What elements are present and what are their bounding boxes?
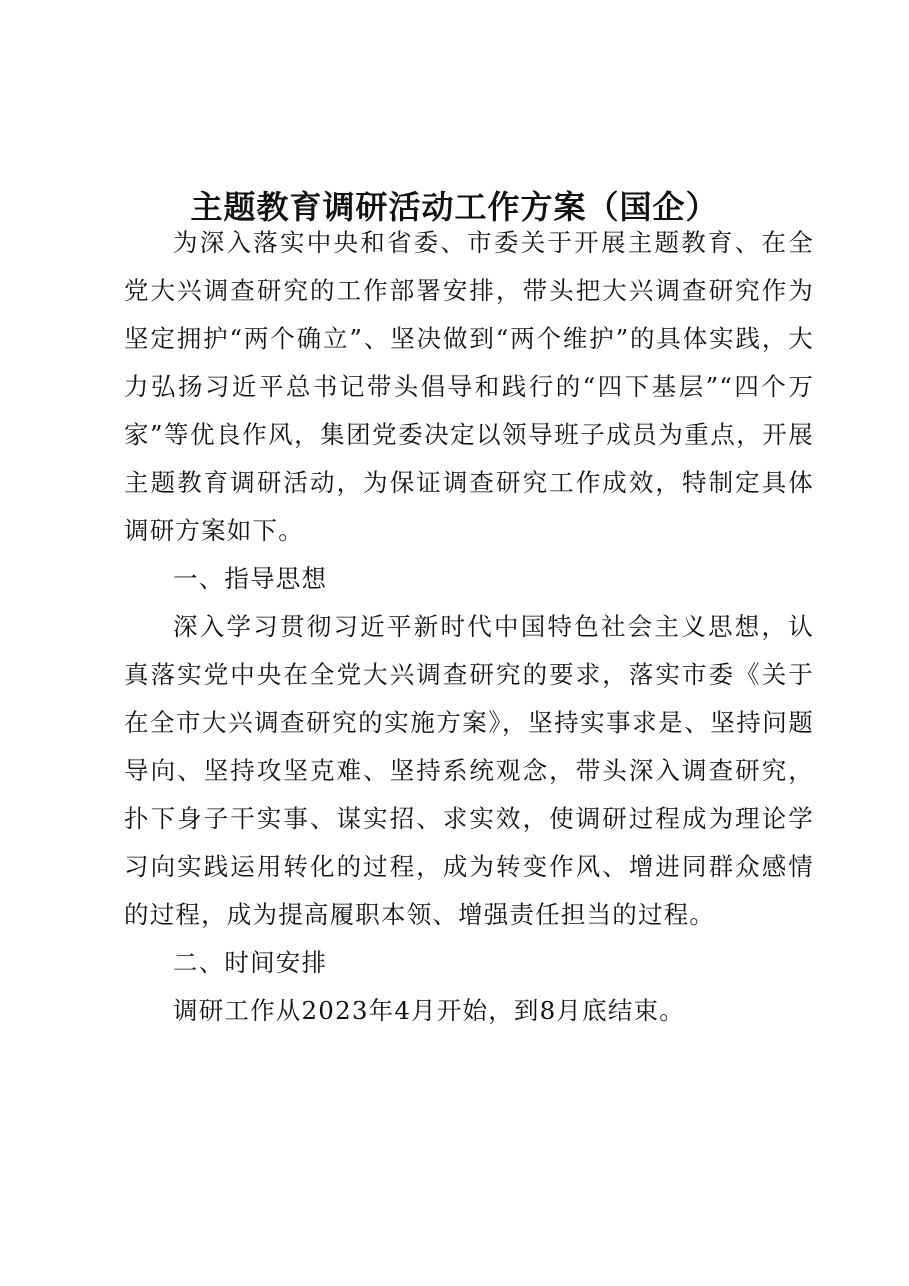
section-heading-schedule: 二、时间安排	[173, 948, 328, 977]
guiding-ideology-paragraph: 深入学习贯彻习近平新时代中国特色社会主义思想，认真落实党中央在全党大兴调查研究的要求，落实市委《关于在全市大兴调查研究的实施方案》，坚持实事求是、坚持问题导向、坚持攻坚克难、坚持系统观念，带头深入调查研究，扑下身子干实事、谋实招、求实效，使调研过程成为理论学习向实践运用转化的过程，成为转变作风、增进同群众感情的过程，成为提高履职本领、增强责任担当的过程。	[124, 612, 814, 929]
document-title: 主题教育调研活动工作方案（国企）	[190, 188, 719, 227]
intro-paragraph: 为深入落实中央和省委、市委关于开展主题教育、在全党大兴调查研究的工作部署安排，带头把大兴调查研究作为坚定拥护“两个确立”、坚决做到“两个维护”的具体实践，大力弘扬习近平总书记带头倡导和践行的“四下基层”“四个万家”等优良作风，集团党委决定以领导班子成员为重点，开展主题教育调研活动，为保证调查研究工作成效，特制定具体调研方案如下。	[124, 228, 814, 545]
section-heading-guiding-ideology: 一、指导思想	[173, 564, 328, 593]
schedule-paragraph: 调研工作从2023年4月开始，到8月底结束。	[173, 996, 685, 1025]
document-body	[124, 219, 814, 1035]
